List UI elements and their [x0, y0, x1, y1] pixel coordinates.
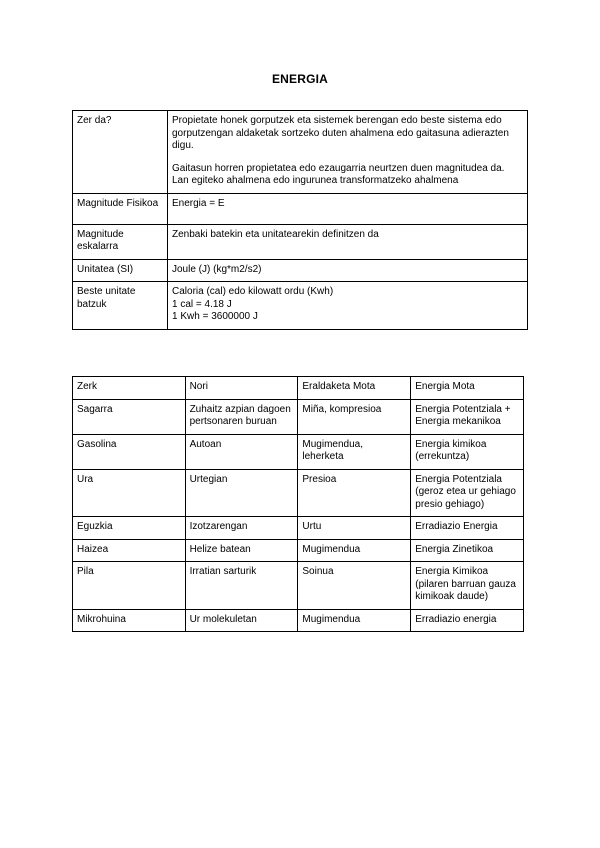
table-row	[73, 259, 528, 282]
definition-value	[168, 111, 528, 194]
table-cell: Eguzkia	[73, 517, 186, 540]
column-header: Zerk	[73, 377, 186, 400]
table-cell: Energia Potentziala + Energia mekanikoa	[411, 399, 524, 434]
table-cell: Mugimendua	[298, 539, 411, 562]
table-cell: Erradiazio energia	[411, 609, 524, 632]
table-cell: Irratian sarturik	[185, 562, 298, 610]
table-cell: Sagarra	[73, 399, 186, 434]
definition-value	[168, 193, 528, 224]
table-cell: Energia kimikoa (errekuntza)	[411, 434, 524, 469]
page-title: ENERGIA	[271, 72, 329, 86]
table-row	[73, 282, 528, 330]
energy-types-table	[72, 376, 524, 632]
column-header: Energia Mota	[411, 377, 524, 400]
table-cell: Urtu	[298, 517, 411, 540]
table-cell: Helize batean	[185, 539, 298, 562]
table-cell: Presioa	[298, 469, 411, 517]
column-header: Eraldaketa Mota	[298, 377, 411, 400]
table-cell: Erradiazio Energia	[411, 517, 524, 540]
definition-line: Propietate honek gorputzek eta sistemek berengan edo beste sistema edo gorputzengan aldaketak sortzeko duten ahalmena edo gaitasuna adierazten digu.	[172, 115, 509, 151]
column-header: Nori	[185, 377, 298, 400]
table-cell: Mugimendua, leherketa	[298, 434, 411, 469]
definition-key: Magnitude Fisikoa	[73, 193, 168, 224]
table-cell: Ur molekuletan	[185, 609, 298, 632]
table-cell: Autoan	[185, 434, 298, 469]
table-cell: Izotzarengan	[185, 517, 298, 540]
table-header-row	[73, 377, 524, 400]
table-row	[73, 434, 524, 469]
definition-table	[72, 110, 528, 330]
definition-key: Unitatea (SI)	[73, 259, 168, 282]
definition-value	[168, 282, 528, 330]
definition-value	[168, 259, 528, 282]
table-row	[73, 469, 524, 517]
table-row	[73, 193, 528, 224]
table-cell: Energia Zinetikoa	[411, 539, 524, 562]
table-cell: Haizea	[73, 539, 186, 562]
table-row	[73, 562, 524, 610]
table-row	[73, 399, 524, 434]
table-cell: Zuhaitz azpian dagoen pertsonaren buruan	[185, 399, 298, 434]
definition-line: Caloria (cal) edo kilowatt ordu (Kwh)	[172, 286, 334, 297]
table-row	[73, 224, 528, 259]
table-cell: Miña, kompresioa	[298, 399, 411, 434]
table-row	[73, 517, 524, 540]
table-cell: Ura	[73, 469, 186, 517]
definition-key: Magnitude eskalarra	[73, 224, 168, 259]
definition-line: Zenbaki batekin eta unitatearekin definitzen da	[172, 228, 379, 240]
table-cell: Mugimendua	[298, 609, 411, 632]
definition-line: 1 Kwh = 3600000 J	[172, 311, 258, 322]
table-row	[73, 609, 524, 632]
definition-key: Beste unitate batzuk	[73, 282, 168, 330]
table-row	[73, 111, 528, 194]
table-cell: Energia Kimikoa (pilaren barruan gauza kimikoak daude)	[411, 562, 524, 610]
table-cell: Mikrohuina	[73, 609, 186, 632]
table-cell: Gasolina	[73, 434, 186, 469]
definition-line: Gaitasun horren propietatea edo ezaugarria neurtzen duen magnitudea da. Lan egiteko ahalmena edo ingurunea transformatzeko ahalmena	[172, 162, 505, 186]
table-cell: Soinua	[298, 562, 411, 610]
table-cell: Energia Potentziala (geroz etea ur gehiago presio gehiago)	[411, 469, 524, 517]
definition-key: Zer da?	[73, 111, 168, 194]
definition-value	[168, 224, 528, 259]
table-cell: Urtegian	[185, 469, 298, 517]
definition-line: Joule (J) (kg*m2/s2)	[172, 263, 262, 275]
table-row	[73, 539, 524, 562]
definition-line: Energia = E	[172, 197, 225, 209]
definition-line: 1 cal = 4.18 J	[172, 298, 232, 310]
table-cell: Pila	[73, 562, 186, 610]
